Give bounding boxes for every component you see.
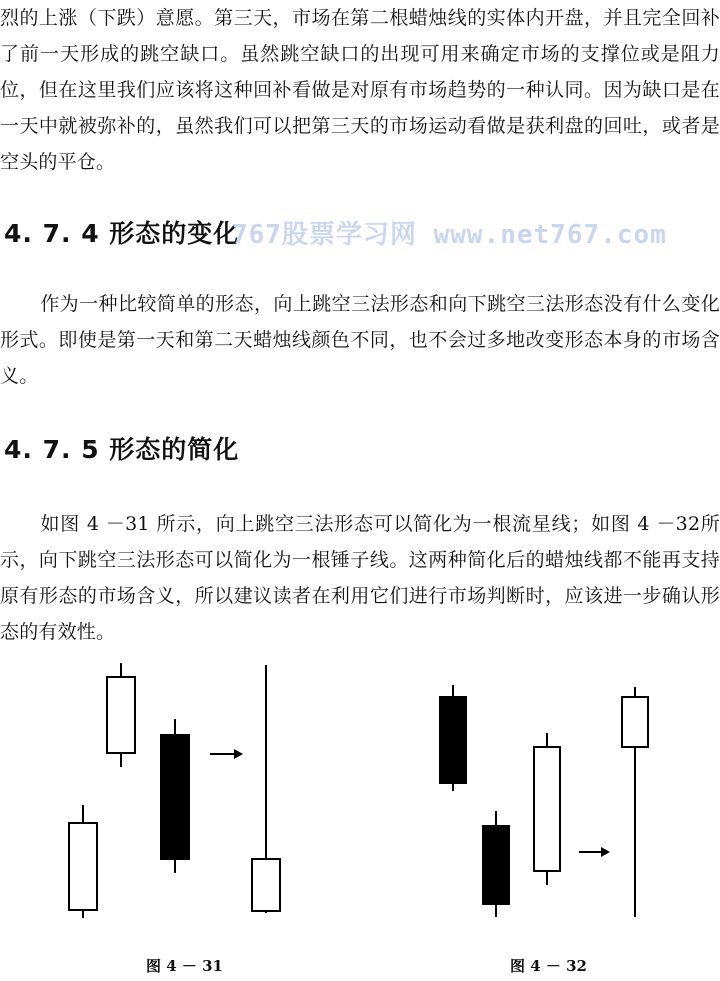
candle-black-high	[440, 685, 466, 791]
candle-white-high	[107, 663, 135, 767]
figure-4-31-caption: 图 4 － 31	[146, 957, 223, 975]
figure-4-31-candles	[40, 655, 320, 925]
candle-hammer	[622, 687, 648, 917]
candle-white-low	[69, 805, 97, 918]
heading-4-7-4: 4. 7. 4 形态的变化	[4, 219, 240, 248]
figure-4-32-caption: 图 4 － 32	[510, 957, 587, 975]
paragraph-simplification: 如图 4 －31 所示，向上跳空三法形态可以简化为一根流星线；如图 4 －32所示，向下跳空三法形态可以简化为一根锤子线。这两种简化后的蜡烛线都不能再支持原有形态的市场含义，所以建议读者在利用它们进行市场判断时，应该进一步确认形态的有效性。	[0, 513, 720, 643]
arrow-right-icon	[579, 847, 610, 857]
paragraph-gap-fill: 烈的上涨（下跌）意愿。第三天，市场在第二根蜡烛线的实体内开盘，并且完全回补了前一天形成的跳空缺口。虽然跳空缺口的出现可用来确定市场的支撑位或是阻力位，但在这里我们应该将这种回补看做是对原有市场趋势的一种认同。因为缺口是在一天中就被弥补的，虽然我们可以把第三天的市场运动看做是获利盘的回吐，或者是空头的平仓。	[0, 7, 720, 173]
heading-4-7-5: 4. 7. 5 形态的简化	[4, 435, 240, 464]
figure-4-32-candles	[410, 655, 670, 925]
paragraph-variations: 作为一种比较简单的形态，向上跳空三法形态和向下跳空三法形态没有什么变化形式。即使是第一天和第二天蜡烛线颜色不同，也不会过多地改变形态本身的市场含义。	[0, 293, 720, 387]
candle-black-mid	[161, 719, 189, 873]
candle-shooting-star	[252, 665, 280, 913]
arrow-right-icon	[210, 749, 243, 759]
candle-black-low	[483, 811, 509, 917]
watermark-text: 767股票学习网 www.net767.com	[232, 220, 667, 250]
candle-white-mid	[534, 733, 560, 885]
